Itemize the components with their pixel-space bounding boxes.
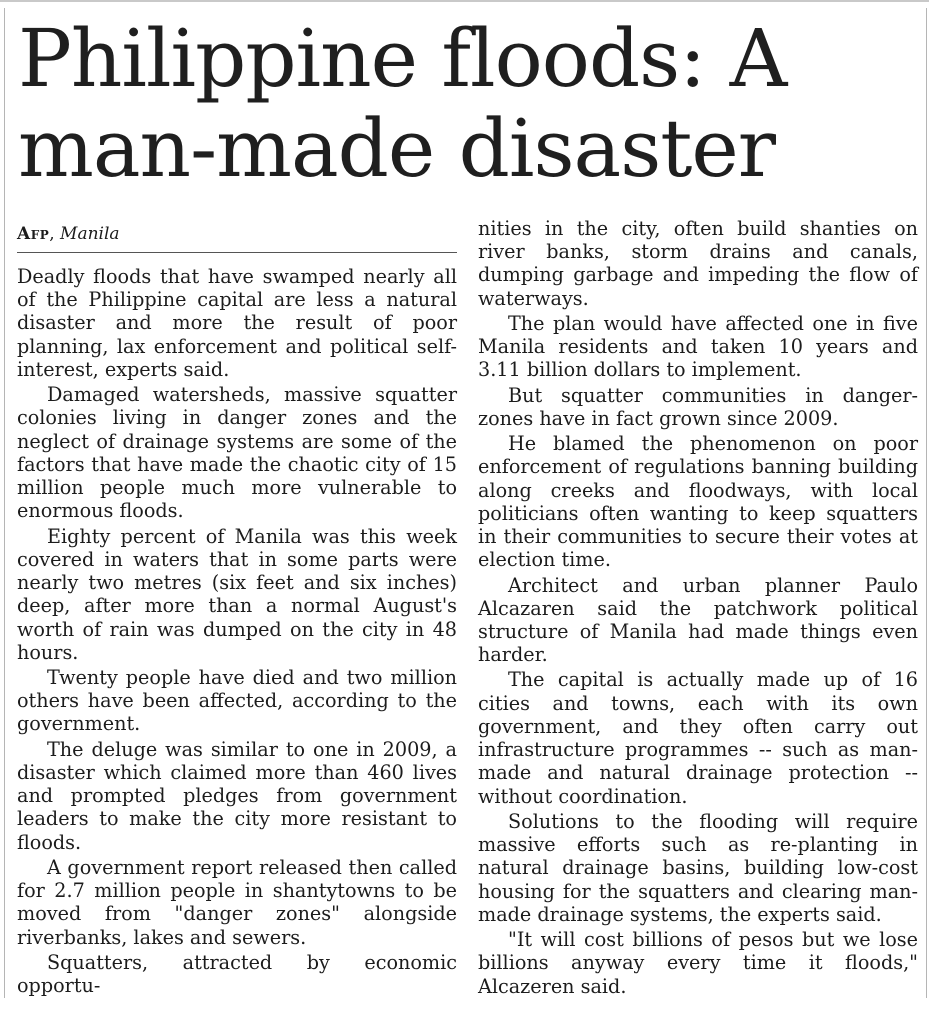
paragraph: Damaged watersheds, massive squatter colonies living in danger zones and the neglect of drainage systems are some of the factors that have made the chaotic city of 15 million people much more vulnerable to enormous floods. <box>17 383 457 523</box>
paragraph: A government report released then called for 2.7 million people in shantytowns to be moved from "danger zones" alongside riverbanks, lakes and sewers. <box>17 855 457 949</box>
paragraph: Eighty percent of Manila was this week covered in waters that in some parts were nearly two metres (six feet and six inches) deep, after more than a normal August's worth of rain was dumped on the city in 48 hours. <box>17 524 457 664</box>
paragraph: He blamed the phenomenon on poor enforcement of regulations banning building along creeks and floodways, with local politicians often wanting to keep squatters in their communities to secure their votes at election time. <box>478 432 918 572</box>
byline-location: Manila <box>60 224 120 244</box>
paragraph: The deluge was similar to one in 2009, a disaster which claimed more than 460 lives and prompted pledges from government leaders to make the city more resistant to floods. <box>17 737 457 854</box>
paragraph: Solutions to the flooding will require massive efforts such as re-planting in natural drainage basins, building low-cost housing for the squatters and clearing man-made drainage systems, the experts said. <box>478 809 918 926</box>
paragraph: Architect and urban planner Paulo Alcazaren said the patchwork political structure of Manila had made things even harder. <box>478 573 918 667</box>
headline-line-2: man-made disaster <box>18 102 775 195</box>
top-border <box>0 0 929 2</box>
left-column <box>17 218 457 999</box>
left-border <box>4 8 5 998</box>
paragraph: The plan would have affected one in five Manila residents and taken 10 years and 3.11 billion dollars to implement. <box>478 311 918 382</box>
paragraph: The capital is actually made up of 16 cities and towns, each with its own government, and they often carry out infrastructure programmes -- such as man-made and natural drainage protection -- without coordination. <box>478 668 918 808</box>
right-column <box>478 217 918 1000</box>
headline <box>18 14 918 194</box>
paragraph-continuation: nities in the city, often build shanties on river banks, storm drains and canals, dumping garbage and impeding the flow of waterways. <box>478 217 918 310</box>
paragraph: Deadly floods that have swamped nearly all of the Philippine capital are less a natural disaster and more the result of poor planning, lax enforcement and political self-interest, experts said. <box>17 265 457 381</box>
byline-agency: Afp <box>17 224 50 244</box>
paragraph: But squatter communities in danger-zones have in fact grown since 2009. <box>478 383 918 430</box>
paragraph: Twenty people have died and two million others have been affected, according to the government. <box>17 665 457 736</box>
right-border <box>926 8 927 998</box>
headline-line-1: Philippine floods: A <box>18 12 787 105</box>
byline: Afp, Manila <box>17 218 457 253</box>
paragraph-continued: Squatters, attracted by economic opportu- <box>17 950 457 998</box>
paragraph: "It will cost billions of pesos but we lose billions anyway every time it floods," Alcazeren said. <box>478 928 918 998</box>
